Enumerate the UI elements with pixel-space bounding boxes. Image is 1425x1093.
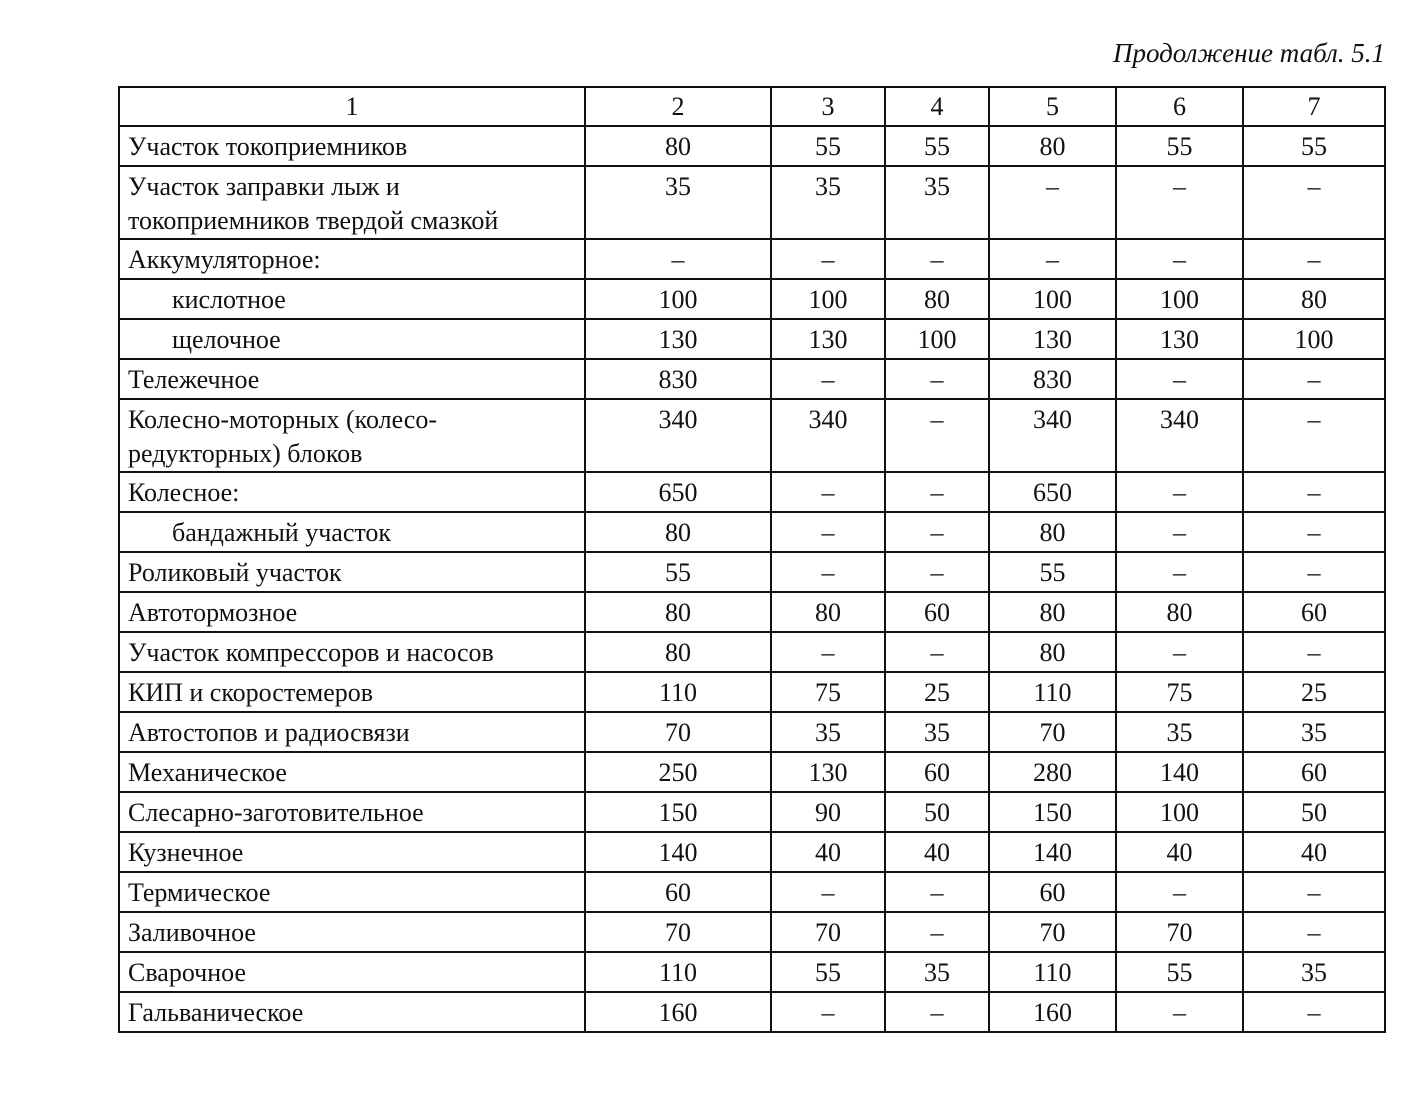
table-cell: 130 (585, 319, 771, 359)
table-cell: 340 (771, 399, 885, 472)
table-cell: – (771, 512, 885, 552)
table-cell: – (1243, 912, 1385, 952)
table-cell: – (885, 912, 989, 952)
table-cell: – (771, 552, 885, 592)
column-header: 2 (585, 87, 771, 126)
table-cell: – (771, 239, 885, 279)
table-cell: 90 (771, 792, 885, 832)
table-row (119, 552, 1385, 592)
table-cell: 55 (585, 552, 771, 592)
table-cell: – (1243, 239, 1385, 279)
table-row (119, 319, 1385, 359)
table-cell: 110 (585, 672, 771, 712)
table-cell: 80 (885, 279, 989, 319)
table-cell: – (885, 512, 989, 552)
row-label: КИП и скоростемеров (119, 672, 585, 712)
table-cell: 160 (585, 992, 771, 1032)
row-label: Сварочное (119, 952, 585, 992)
table-row (119, 279, 1385, 319)
table-cell: 40 (771, 832, 885, 872)
table-row (119, 126, 1385, 166)
table-row (119, 166, 1385, 239)
row-label: Термическое (119, 872, 585, 912)
table-cell: 35 (885, 712, 989, 752)
column-header: 5 (989, 87, 1116, 126)
table-cell: 130 (771, 319, 885, 359)
table-cell: 35 (1243, 712, 1385, 752)
table-cell: 100 (1116, 792, 1243, 832)
header-row (119, 87, 1385, 126)
table-cell: 35 (1243, 952, 1385, 992)
table-cell: 50 (885, 792, 989, 832)
table-cell: 150 (989, 792, 1116, 832)
table-cell: – (771, 359, 885, 399)
table-row (119, 872, 1385, 912)
column-header: 3 (771, 87, 885, 126)
table-cell: 130 (1116, 319, 1243, 359)
table-cell: 110 (585, 952, 771, 992)
table-cell: 60 (1243, 592, 1385, 632)
row-label: Кузнечное (119, 832, 585, 872)
table-row (119, 752, 1385, 792)
table-cell: 70 (1116, 912, 1243, 952)
table-cell: 80 (1116, 592, 1243, 632)
table-cell: 75 (1116, 672, 1243, 712)
table-cell: – (1243, 359, 1385, 399)
table-cell: 100 (989, 279, 1116, 319)
table-cell: 80 (989, 592, 1116, 632)
table-cell: 100 (885, 319, 989, 359)
row-label: кислотное (119, 279, 585, 319)
table-cell: – (885, 239, 989, 279)
table-cell: – (885, 552, 989, 592)
table-cell: – (885, 992, 989, 1032)
table-cell: 55 (989, 552, 1116, 592)
table-cell: 70 (989, 712, 1116, 752)
table-row (119, 792, 1385, 832)
table-cell: – (585, 239, 771, 279)
table-cell: 340 (989, 399, 1116, 472)
table-cell: 55 (1243, 126, 1385, 166)
column-header: 4 (885, 87, 989, 126)
table-cell: – (1116, 632, 1243, 672)
table-cell: 110 (989, 672, 1116, 712)
table-cell: 25 (1243, 672, 1385, 712)
row-label: Автотормозное (119, 592, 585, 632)
table-row (119, 512, 1385, 552)
table-cell: – (1116, 472, 1243, 512)
table-body (119, 126, 1385, 1032)
row-label: Механическое (119, 752, 585, 792)
table-cell: 60 (585, 872, 771, 912)
row-label: Гальваническое (119, 992, 585, 1032)
table-row (119, 952, 1385, 992)
table-row (119, 712, 1385, 752)
table-cell: 75 (771, 672, 885, 712)
table-cell: – (885, 399, 989, 472)
table-cell: 340 (585, 399, 771, 472)
table-cell: 250 (585, 752, 771, 792)
table-cell: – (1243, 872, 1385, 912)
table-cell: – (1243, 399, 1385, 472)
column-header: 1 (119, 87, 585, 126)
table-cell: 100 (1243, 319, 1385, 359)
table-cell: 110 (989, 952, 1116, 992)
table-cell: 80 (989, 512, 1116, 552)
table-cell: – (885, 632, 989, 672)
table-cell: – (771, 992, 885, 1032)
table-cell: 80 (771, 592, 885, 632)
table-cell: 55 (885, 126, 989, 166)
table-cell: 60 (989, 872, 1116, 912)
data-table (118, 86, 1386, 1033)
table-cell: 280 (989, 752, 1116, 792)
table-cell: – (771, 872, 885, 912)
table-cell: 55 (1116, 126, 1243, 166)
table-cell: 60 (885, 752, 989, 792)
table-row (119, 592, 1385, 632)
row-label: Колесное: (119, 472, 585, 512)
table-cell: – (1243, 552, 1385, 592)
table-cell: 140 (585, 832, 771, 872)
table-cell: – (771, 632, 885, 672)
table-cell: 55 (771, 126, 885, 166)
table-cell: – (989, 239, 1116, 279)
table-cell: – (885, 472, 989, 512)
row-label: Аккумуляторное: (119, 239, 585, 279)
table-row (119, 399, 1385, 472)
table-row (119, 632, 1385, 672)
table-row (119, 912, 1385, 952)
table-cell: 80 (1243, 279, 1385, 319)
table-cell: 130 (989, 319, 1116, 359)
table-cell: 150 (585, 792, 771, 832)
table-cell: 55 (1116, 952, 1243, 992)
row-label: бандажный участок (119, 512, 585, 552)
row-label: Автостопов и радиосвязи (119, 712, 585, 752)
table-cell: 100 (1116, 279, 1243, 319)
table-cell: 70 (585, 712, 771, 752)
table-row (119, 832, 1385, 872)
table-cell: 35 (885, 952, 989, 992)
table-cell: – (1243, 632, 1385, 672)
column-header: 7 (1243, 87, 1385, 126)
table-cell: – (1116, 239, 1243, 279)
table-cell: 25 (885, 672, 989, 712)
table-cell: – (1243, 512, 1385, 552)
row-label: Тележечное (119, 359, 585, 399)
table-cell: 80 (585, 632, 771, 672)
table-cell: – (1116, 166, 1243, 239)
table-cell: 100 (771, 279, 885, 319)
table-cell: 70 (989, 912, 1116, 952)
table-row (119, 472, 1385, 512)
table-cell: 830 (989, 359, 1116, 399)
table-row (119, 359, 1385, 399)
table-cell: 80 (585, 126, 771, 166)
table-cell: 70 (771, 912, 885, 952)
column-header: 6 (1116, 87, 1243, 126)
table-cell: 50 (1243, 792, 1385, 832)
table-cell: 35 (1116, 712, 1243, 752)
table-cell: 650 (989, 472, 1116, 512)
table-cell: 40 (885, 832, 989, 872)
row-label: Участок токоприемников (119, 126, 585, 166)
table-cell: 140 (989, 832, 1116, 872)
table-cell: 830 (585, 359, 771, 399)
table-cell: 40 (1243, 832, 1385, 872)
table-row (119, 992, 1385, 1032)
table-cell: 70 (585, 912, 771, 952)
table-cell: 55 (771, 952, 885, 992)
row-label: Заливочное (119, 912, 585, 952)
table-row (119, 672, 1385, 712)
table-cell: 100 (585, 279, 771, 319)
table-cell: – (1243, 472, 1385, 512)
row-label: щелочное (119, 319, 585, 359)
table-cell: 35 (771, 166, 885, 239)
table-cell: 35 (585, 166, 771, 239)
table-cell: 35 (885, 166, 989, 239)
table-cell: – (1116, 359, 1243, 399)
table-cell: – (771, 472, 885, 512)
table-cell: 130 (771, 752, 885, 792)
table-row (119, 239, 1385, 279)
table-cell: – (1116, 992, 1243, 1032)
table-cell: 340 (1116, 399, 1243, 472)
table-cell: 80 (989, 126, 1116, 166)
table-cell: 140 (1116, 752, 1243, 792)
table-cell: 160 (989, 992, 1116, 1032)
table-cell: 650 (585, 472, 771, 512)
table-cell: 60 (1243, 752, 1385, 792)
row-label: Участок заправки лыж и токоприемников твердой смазкой (119, 166, 585, 239)
table-cell: – (1116, 552, 1243, 592)
table-cell: – (989, 166, 1116, 239)
table-cell: – (1116, 872, 1243, 912)
table-cell: – (885, 872, 989, 912)
table-cell: 40 (1116, 832, 1243, 872)
row-label: Колесно-моторных (колесо-редукторных) блоков (119, 399, 585, 472)
row-label: Участок компрессоров и насосов (119, 632, 585, 672)
table-cell: 80 (989, 632, 1116, 672)
table-cell: – (1243, 166, 1385, 239)
table-caption: Продолжение табл. 5.1 (1112, 38, 1385, 68)
table-cell: 35 (771, 712, 885, 752)
table-cell: – (1116, 512, 1243, 552)
table-cell: 60 (885, 592, 989, 632)
table-cell: – (1243, 992, 1385, 1032)
row-label: Роликовый участок (119, 552, 585, 592)
table-cell: 80 (585, 592, 771, 632)
row-label: Слесарно-заготовительное (119, 792, 585, 832)
table-cell: – (885, 359, 989, 399)
table-cell: 80 (585, 512, 771, 552)
